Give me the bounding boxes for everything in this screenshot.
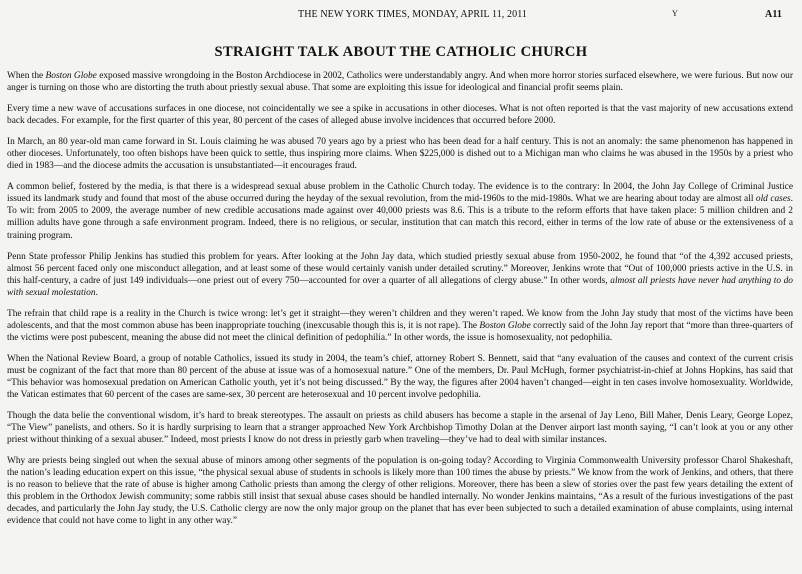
italic-text-run: Boston Globe: [479, 320, 531, 331]
page-number: A11: [765, 9, 782, 20]
text-run: A common belief, fostered by the media, is that there is a widespread sexual abuse problem in the Catholic Church today. The evidence is to the contrary: In 2004, the John Jay College of Criminal Justice issued its landmark study and found that most of the abuse occurred during the heyday of the sexual revolution, from the mid-1960s to the mid-1980s. What we are hearing about today are almost all: [7, 182, 793, 205]
article-paragraph: [7, 251, 793, 299]
text-run: .: [95, 287, 98, 298]
text-run: correctly said of the John Jay report that “more than three-quarters of the victims were post pubescent, meaning the abuse did not meet the clinical definition of pedophilia.” In other words, the issue is homosexuality, not pedophilia.: [7, 320, 793, 343]
newspaper-dateline: THE NEW YORK TIMES, MONDAY, APRIL 11, 2011: [298, 9, 528, 20]
text-run: When the National Review Board, a group of notable Catholics, issued its study in 2004, the team’s chief, attorney Robert S. Bennett, said that “any evaluation of the causes and context of the current crisis must be cognizant of the fact that more than 80 percent of the abuse at issue was of a homosexual nature.” One of the members, Dr. Paul McHugh, former psychiatrist-in-chief at Johns Hopkins, has said that “This behavior was homosexual predation on American Catholic youth, yet it’s not being discussed.” By the way, the figures after 2004 haven’t changed—eight in ten cases involve homosexuality. Worldwide, the Vatican estimates that 60 percent of the cases are same-sex, 30 percent are heterosexual and 10 percent involve pedophilia.: [7, 353, 793, 401]
article-paragraph: [7, 181, 793, 241]
text-run: Though the data belie the conventional wisdom, it’s hard to break stereotypes. The assault on priests as child abusers has become a staple in the arsenal of Jay Leno, Bill Maher, Denis Leary, George Lopez, “The View” panelists, and others. So it is hardly surprising to learn that a stranger approached New York Archbishop Timothy Dolan at the Denver airport last month saying, “I can’t look at you or any other priest without thinking of a sexual abuser.” Indeed, most priests I know do not dress in priestly garb when traveling—they’ve had to deal with similar instances.: [7, 411, 793, 446]
text-run: In March, an 80 year-old man came forward in St. Louis claiming he was abused 70 years ago by a priest who has been dead for a half century. This is not an anomaly: the same phenomenon has happened in other dioceses. Unfortunately, too often bishops have been quick to settle, thus inspiring more claims. When $225,000 is dished out to a Michigan man who claims he was abused in the 1950s by a priest who died in 1983—and the diocese admits the accusation is unsubstantiated—it encourages fraud.: [7, 137, 793, 172]
newspaper-header: [0, 9, 802, 23]
italic-text-run: old cases: [755, 194, 791, 205]
text-run: Penn State professor Philip Jenkins has studied this problem for years. After looking at the John Jay data, which studied priestly sexual abuse from 1950-2002, he found that “of the 4,392 accused priests, almost 56 percent faced only one misconduct allegation, and at least some of these would certainly vanish under detailed scrutiny.” Moreover, Jenkins wrote that “Out of 100,000 priests active in the U.S. in this half-century, a cadre of just 149 individuals—one priest out of every 750—accounted for over a quarter of all allegations of clergy abuse.” In other words,: [7, 251, 793, 286]
text-run: Every time a new wave of accusations surfaces in one diocese, not coincidentally we see a spike in accusations in other dioceses. What is not often reported is that the vast majority of new accusations extend back decades. For example, for the first quarter of this year, 80 percent of the cases of alleged abuse involve incidences that occurred before 2000.: [7, 104, 793, 127]
article-paragraph: [7, 308, 793, 344]
article-paragraph: [7, 353, 793, 401]
text-run: exposed massive wrongdoing in the Boston Archdiocese in 2002, Catholics were understandably angry. And when more horror stories surfaced elsewhere, we were furious. But now our anger is turning on those who are distorting the truth about priestly sexual abuse. That some are exploiting this issue for ideological and financial profit seems plain.: [7, 71, 793, 94]
article-paragraph: [7, 410, 793, 446]
article-paragraph: [7, 103, 793, 127]
text-run: When the: [7, 71, 46, 81]
header-mark: Y: [672, 9, 678, 18]
italic-text-run: almost all priests have never had anything to do with sexual molestation: [7, 275, 793, 298]
text-run: Why are priests being singled out when the sexual abuse of minors among other segments of the population is on-going today? According to Virginia Commonwealth University professor Charol Shakeshaft, the nation’s leading education expert on this issue, “the physical sexual abuse of students in schools is likely more than 100 times the abuse by priests.” We know from the work of Jenkins, and others, that there is no reason to believe that the rate of abuse is higher among Catholic priests than among the clergy of other religions. Moreover, there has been a slew of stories over the past few years detailing the extent of this problem in the Orthodox Jewish community; some rabbis still insist that sexual abuse cases should be handled internally. No wonder Jenkins maintains, “As a result of the furious investigations of the past decades, and particularly the John Jay study, the U.S. Catholic clergy are now the only major group on the planet that has ever been subjected to such a detailed examination of abuse complaints, using internal evidence that could not have come to light in any other way.”: [7, 456, 793, 527]
italic-text-run: Boston Globe: [45, 71, 97, 81]
text-run: The refrain that child rape is a reality in the Church is twice wrong: let’s get it straight—they weren’t children and they weren’t raped. We know from the John Jay study that most of the victims have been adolescents, and that the most common abuse has been inappropriate touching (inexcusable though this is, it is not rape). The: [7, 308, 793, 331]
article-title: STRAIGHT TALK ABOUT THE CATHOLIC CHURCH: [214, 44, 588, 60]
article-paragraph: [7, 455, 793, 527]
article-paragraph: [7, 136, 793, 172]
article-body: [7, 70, 793, 537]
text-run: . To wit: from 2005 to 2009, the average number of new credible accusations made against over 40,000 priests was 8.6. This is a tribute to the reform efforts that have taken place: 5 million children and 2 million adults have gone through a safe environment program. Indeed, there is no religious, or secular, institution that can match this record, either in terms of the low rate of abuse or the extensiveness of a training program.: [7, 194, 793, 241]
article-paragraph: [7, 70, 793, 94]
